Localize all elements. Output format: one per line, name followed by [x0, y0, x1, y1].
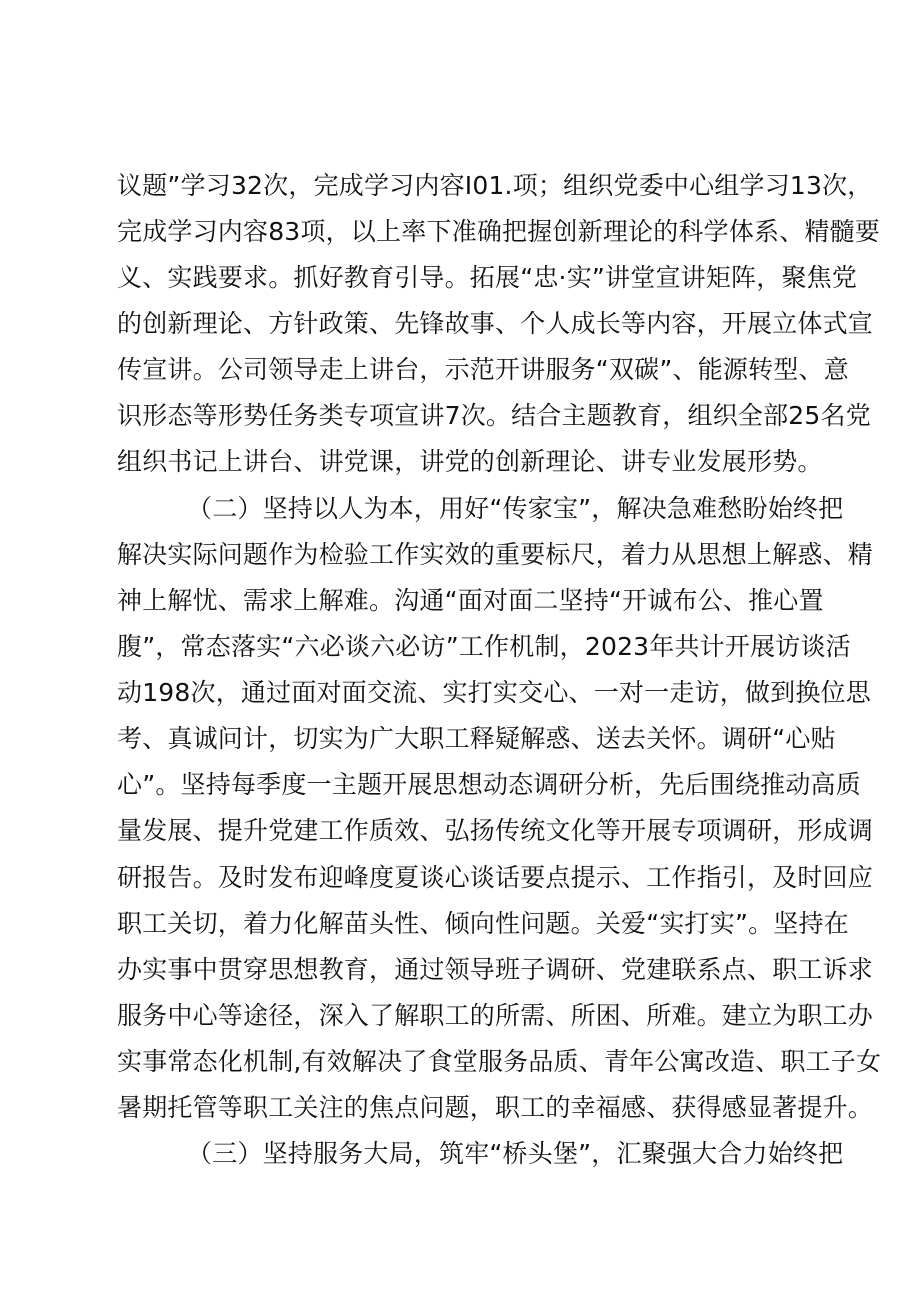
text-line: 实事常态化机制,有效解决了食堂服务品质、青年公寓改造、职工子女	[117, 1047, 882, 1076]
text-line: 传宣讲。公司领导走上讲台，示范开讲服务“双碳”、能源转型、意	[117, 355, 849, 384]
text-line: 研报告。及时发布迎峰度夏谈心谈话要点提示、工作指引，及时回应	[117, 863, 874, 892]
text-line: 义、实践要求。抓好教育引导。拓展“忠·实”讲堂宣讲矩阵，聚焦党	[117, 263, 858, 292]
text-line: 考、真诚问计，切实为广大职工释疑解惑、送去关怀。调研“心贴	[117, 724, 836, 753]
text-line: 心”。坚持每季度一主题开展思想动态调研分析，先后围绕推动高质	[117, 770, 861, 799]
text-line: 的创新理论、方针政策、先锋故事、个人成长等内容，开展立体式宣	[117, 309, 874, 338]
text-line: 职工关切，着力化解苗头性、倾向性问题。关爱“实打实”。坚持在	[117, 909, 849, 938]
text-line: 腹”，常态落实“六必谈六必访”工作机制，2023年共计开展访谈活	[117, 632, 851, 661]
text-line: 完成学习内容83项，以上率下准确把握创新理论的科学体系、精髓要	[117, 217, 881, 246]
text-line: 动198次，通过面对面交流、实打实交心、一对一走访，做到换位思	[117, 678, 871, 707]
text-line: 办实事中贯穿思想教育，通过领导班子调研、党建联系点、职工诉求	[117, 955, 874, 984]
text-line: 组织书记上讲台、讲党课，讲党的创新理论、讲专业发展形势。	[117, 447, 823, 476]
section-heading-line: （三）坚持服务大局，筑牢“桥头堡”，汇聚强大合力始终把	[187, 1139, 844, 1168]
text-line: 神上解忧、需求上解难。沟通“面对面二坚持“开诚布公、推心置	[117, 586, 824, 615]
text-line: 暑期托管等职工关注的焦点问题，职工的幸福感、获得感显著提升。	[117, 1093, 874, 1122]
text-line: 量发展、提升党建工作质效、弘扬传统文化等开展专项调研，形成调	[117, 816, 874, 845]
text-line: 识形态等形势任务类专项宣讲7次。结合主题教育，组织全部25名党	[117, 401, 871, 430]
text-line: 议题”学习32次，完成学习内容I01.项；组织党委中心组学习13次，	[117, 171, 873, 200]
text-line: 解决实际问题作为检验工作实效的重要标尺，着力从思想上解惑、精	[117, 540, 874, 569]
text-line: 服务中心等途径，深入了解职工的所需、所困、所难。建立为职工办	[117, 1001, 874, 1030]
section-heading-line: （二）坚持以人为本，用好“传家宝”，解决急难愁盼始终把	[187, 494, 844, 523]
